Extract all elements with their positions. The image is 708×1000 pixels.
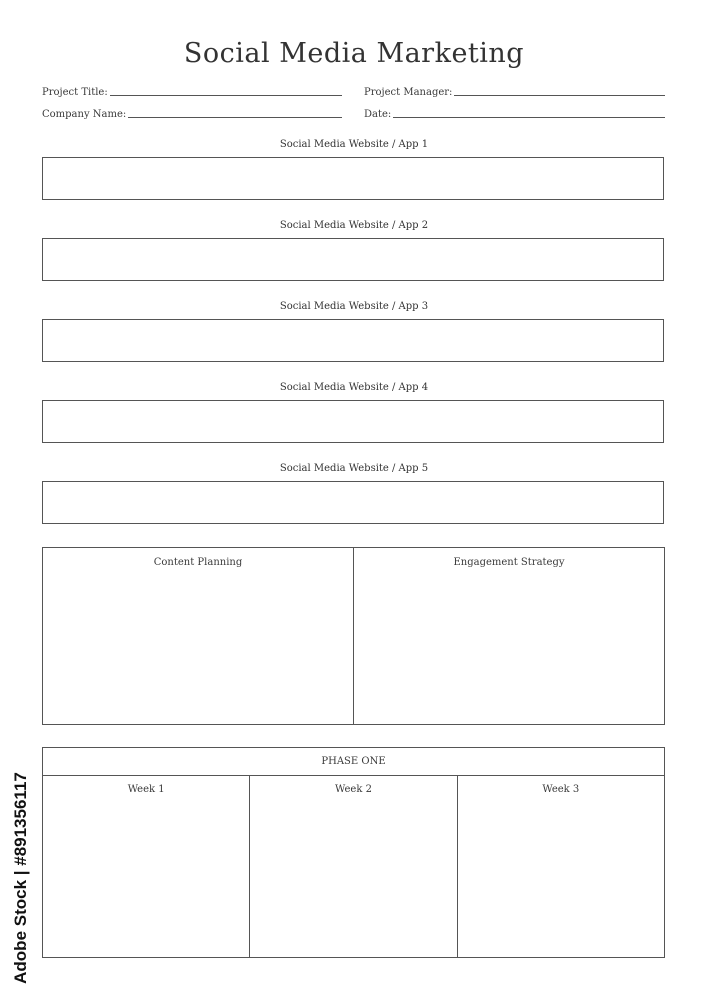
content-planning-label: Content Planning <box>153 557 243 568</box>
week-2-label: Week 2 <box>335 784 372 795</box>
section-box-app-3[interactable] <box>42 319 664 362</box>
project-title-line <box>110 94 342 96</box>
project-manager-line <box>454 94 665 96</box>
stock-watermark-text: Adobe Stock | #891356117 <box>11 771 30 984</box>
section-label-app-3: Social Media Website / App 3 <box>279 301 429 312</box>
project-manager-field[interactable] <box>364 84 665 98</box>
week-3-label: Week 3 <box>542 784 580 795</box>
stock-watermark <box>8 770 34 985</box>
date-field[interactable] <box>364 106 665 120</box>
section-label-app-4: Social Media Website / App 4 <box>279 382 429 393</box>
date-label: Date: <box>364 109 392 120</box>
content-planning-cell[interactable] <box>43 548 353 724</box>
section-label-app-5: Social Media Website / App 5 <box>279 463 429 474</box>
company-name-label: Company Name: <box>42 109 127 120</box>
company-name-line <box>128 116 342 118</box>
project-manager-label: Project Manager: <box>364 87 453 98</box>
page-title: Social Media Marketing <box>183 38 525 69</box>
section-box-app-5[interactable] <box>42 481 664 524</box>
section-box-app-4[interactable] <box>42 400 664 443</box>
phase-title: PHASE ONE <box>43 748 664 776</box>
engagement-strategy-label: Engagement Strategy <box>453 557 565 568</box>
section-label-app-2: Social Media Website / App 2 <box>279 220 429 231</box>
date-line <box>393 116 665 118</box>
section-box-app-2[interactable] <box>42 238 664 281</box>
week-1-cell[interactable] <box>43 776 249 957</box>
planning-grid <box>42 547 665 725</box>
week-2-cell[interactable] <box>249 776 456 957</box>
section-box-app-1[interactable] <box>42 157 664 200</box>
project-title-field[interactable] <box>42 84 342 98</box>
week-1-label: Week 1 <box>127 784 165 795</box>
phase-table <box>42 747 665 958</box>
company-name-field[interactable] <box>42 106 342 120</box>
section-label-app-1: Social Media Website / App 1 <box>279 139 429 150</box>
week-3-cell[interactable] <box>457 776 664 957</box>
project-title-label: Project Title: <box>42 87 108 98</box>
engagement-strategy-cell[interactable] <box>353 548 664 724</box>
